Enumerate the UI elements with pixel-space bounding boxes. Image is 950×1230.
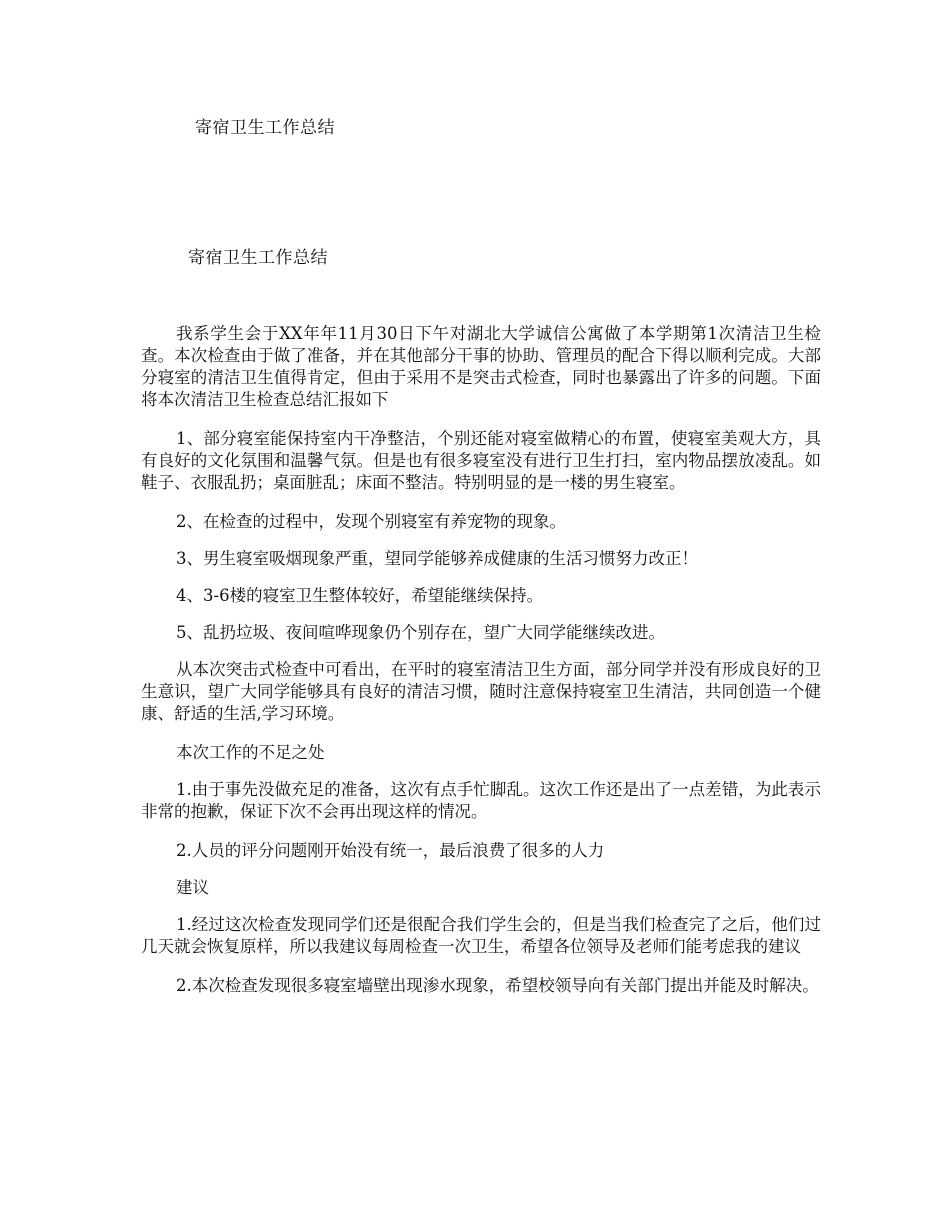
- paragraph-shortcoming-1: 1.由于事先没做充足的准备，这次有点手忙脚乱。这次工作还是出了一点差错，为此表示非常的抱歉，保证下次不会再出现这样的情况。: [141, 780, 821, 821]
- document-body: [141, 323, 821, 1014]
- paragraph-item-3: 3、男生寝室吸烟现象严重，望同学能够养成健康的生活习惯努力改正！: [176, 549, 698, 568]
- header-title: 寄宿卫生工作总结: [195, 118, 335, 138]
- paragraph-item-2: 2、在检查的过程中，发现个别寝室有养宠物的现象。: [176, 512, 566, 531]
- section-heading-suggestions: 建议: [176, 878, 209, 897]
- paragraph-shortcoming-2: 2.人员的评分问题刚开始没有统一，最后浪费了很多的人力: [176, 841, 605, 860]
- paragraph-intro: 我系学生会于XX年年11月30日下午对湖北大学诚信公寓做了本学期第1次清洁卫生检查。本次检查由于做了准备，并在其他部分干事的协助、管理员的配合下得以顺利完成。大部分寝室的清洁卫生值得肯定，但由于采用不是突击式检查，同时也暴露出了许多的问题。下面将本次清洁卫生检查总结汇报如下: [141, 324, 821, 409]
- paragraph-item-5: 5、乱扔垃圾、夜间喧哗现象仍个别存在，望广大同学能继续改进。: [176, 623, 665, 642]
- paragraph-item-4: 4、3-6楼的寝室卫生整体较好，希望能继续保持。: [176, 586, 544, 605]
- document-title: 寄宿卫生工作总结: [188, 248, 328, 268]
- paragraph-item-1: 1、部分寝室能保持室内干净整洁，个别还能对寝室做精心的布置，使寝室美观大方，具有良好的文化氛围和温馨气氛。但是也有很多寝室没有进行卫生打扫，室内物品摆放凌乱。如鞋子、衣服乱扔；桌面脏乱；床面不整洁。特别明显的是一楼的男生寝室。: [141, 429, 821, 492]
- paragraph-suggestion-1: 1.经过这次检查发现同学们还是很配合我们学生会的，但是当我们检查完了之后，他们过几天就会恢复原样，所以我建议每周检查一次卫生，希望各位领导及老师们能考虑我的建议: [141, 915, 821, 956]
- section-heading-shortcomings: 本次工作的不足之处: [176, 743, 325, 762]
- paragraph-suggestion-2: 2.本次检查发现很多寝室墙壁出现渗水现象，希望校领导向有关部门提出并能及时解决。: [176, 976, 819, 995]
- paragraph-conclusion: 从本次突击式检查中可看出，在平时的寝室清洁卫生方面，部分同学并没有形成良好的卫生意识，望广大同学能够具有良好的清洁习惯，随时注意保持寝室卫生清洁，共同创造一个健康、舒适的生活,学习环境。: [141, 660, 821, 723]
